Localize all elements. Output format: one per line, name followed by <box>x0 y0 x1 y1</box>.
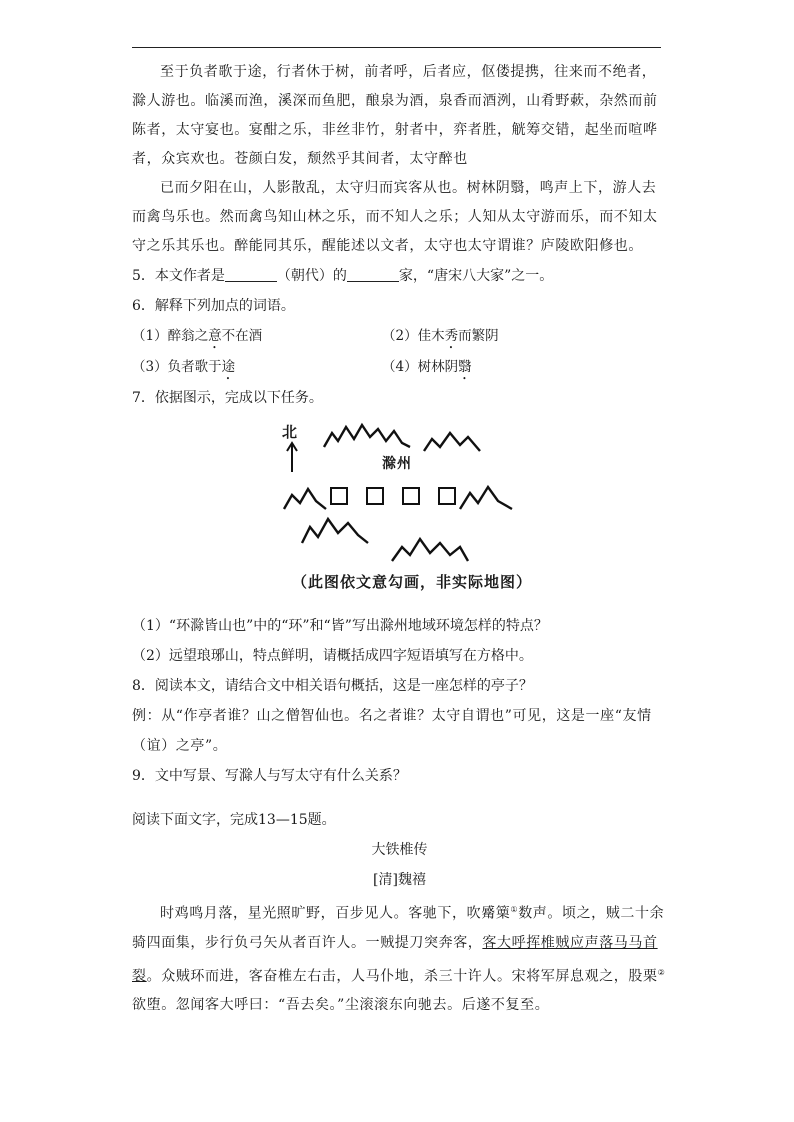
chuzhou-sketch-map <box>272 419 552 609</box>
mountain-icon <box>458 481 514 511</box>
mountain-icon <box>390 531 470 563</box>
question-8-title: 8．阅读本文，请结合文中相关语句概括，这是一座怎样的亭子？ <box>132 678 533 694</box>
mountain-icon <box>322 419 412 449</box>
header-rule <box>132 47 661 48</box>
question-6-item: （4）树林阴翳 <box>382 359 472 375</box>
footnote-marker: ① <box>510 905 519 914</box>
answer-square-2[interactable] <box>366 487 384 505</box>
question-6-row-2 <box>132 352 667 383</box>
answer-blank-role[interactable] <box>347 267 399 282</box>
question-7-sub-2: （2）远望琅琊山，特点鲜明，请概括成四字短语填写在方格中。 <box>132 648 533 664</box>
question-5: 5．本文作者是 （朝代）的 家，“唐宋八大家”之一。 <box>132 268 554 284</box>
mountain-icon <box>282 481 328 511</box>
question-6-row-1 <box>132 321 667 352</box>
north-label: 北 <box>282 423 298 441</box>
passage-paragraph-1: 至于负者歌于途，行者休于树，前者呼，后者应，伛偻提携，往来而不绝者，滁人游也。临溪而渔，溪深而鱼肥，酿泉为酒，泉香而酒洌，山肴野蔌，杂然而前陈者，太守宴也。宴酣之乐，非丝非竹，射者中，弈者胜，觥筹交错，起坐而喧哗者，众宾欢也。苍颜白发，颓然乎其间者，太守醉也 <box>132 64 658 167</box>
question-9-title: 9．文中写景、写滁人与写太守有什么关系？ <box>132 768 407 784</box>
question-6-item: （3）负者歌于途 <box>132 359 236 375</box>
answer-square-boxes <box>330 487 456 505</box>
answer-blank-dynasty[interactable] <box>225 267 277 282</box>
city-label: 滁州 <box>382 456 412 472</box>
question-6-title: 6．解释下列加点的词语。 <box>132 298 295 314</box>
footnote-marker: ② <box>657 967 666 977</box>
passage-2-text: 时鸡鸣月落，星光照旷野，百步见人。客驰下，吹觱篥①数声。顷之，贼二十余骑四面集，步行负弓矢从者百许人。一贼提刀突奔客，客大呼挥椎贼应声落马马首裂。众贼环而进，客奋椎左右击，人马仆地，杀三十许人。宋将军屏息观之，股栗②欲堕。忽闻客大呼曰：“吾去矣。”尘滚滚东向驰去。后遂不复至。 <box>132 905 666 1014</box>
north-arrow-icon <box>286 441 298 473</box>
question-6-item: （1）醉翁之意不在酒 <box>132 328 263 344</box>
document-body <box>132 58 667 1020</box>
question-8-example: 例：从“作亭者谁？山之僧智仙也。名之者谁？太守自谓也”可见，这是一座“友情（谊）之亭”。 <box>132 708 652 754</box>
question-7-sub-1: （1）“环滁皆山也”中的“环”和“皆”写出滁州地域环境怎样的特点？ <box>132 618 548 634</box>
mountain-icon <box>422 427 482 453</box>
answer-square-4[interactable] <box>438 487 456 505</box>
passage-2-title: 大铁椎传 <box>371 842 428 858</box>
mountain-icon <box>300 509 370 545</box>
question-6-item: （2）佳木秀而繁阴 <box>382 328 499 344</box>
answer-square-3[interactable] <box>402 487 420 505</box>
underlined-sentence: 客大呼挥椎贼应声落马马首裂 <box>132 934 658 985</box>
question-7-title: 7．依据图示，完成以下任务。 <box>132 390 323 406</box>
passage-2-intro: 阅读下面文字，完成13—15题。 <box>132 812 336 828</box>
passage-2-author: [清]魏禧 <box>373 872 426 888</box>
answer-square-1[interactable] <box>330 487 348 505</box>
map-caption: （此图依文意勾画，非实际地图） <box>291 573 532 591</box>
passage-paragraph-2: 已而夕阳在山，人影散乱，太守归而宾客从也。树林阴翳，鸣声上下，游人去而禽鸟乐也。然而禽鸟知山林之乐，而不知人之乐；人知从太守游而乐，而不知太守之乐其乐也。醉能同其乐，醒能述以文者，太守也太守谓谁？庐陵欧阳修也。 <box>132 180 658 254</box>
